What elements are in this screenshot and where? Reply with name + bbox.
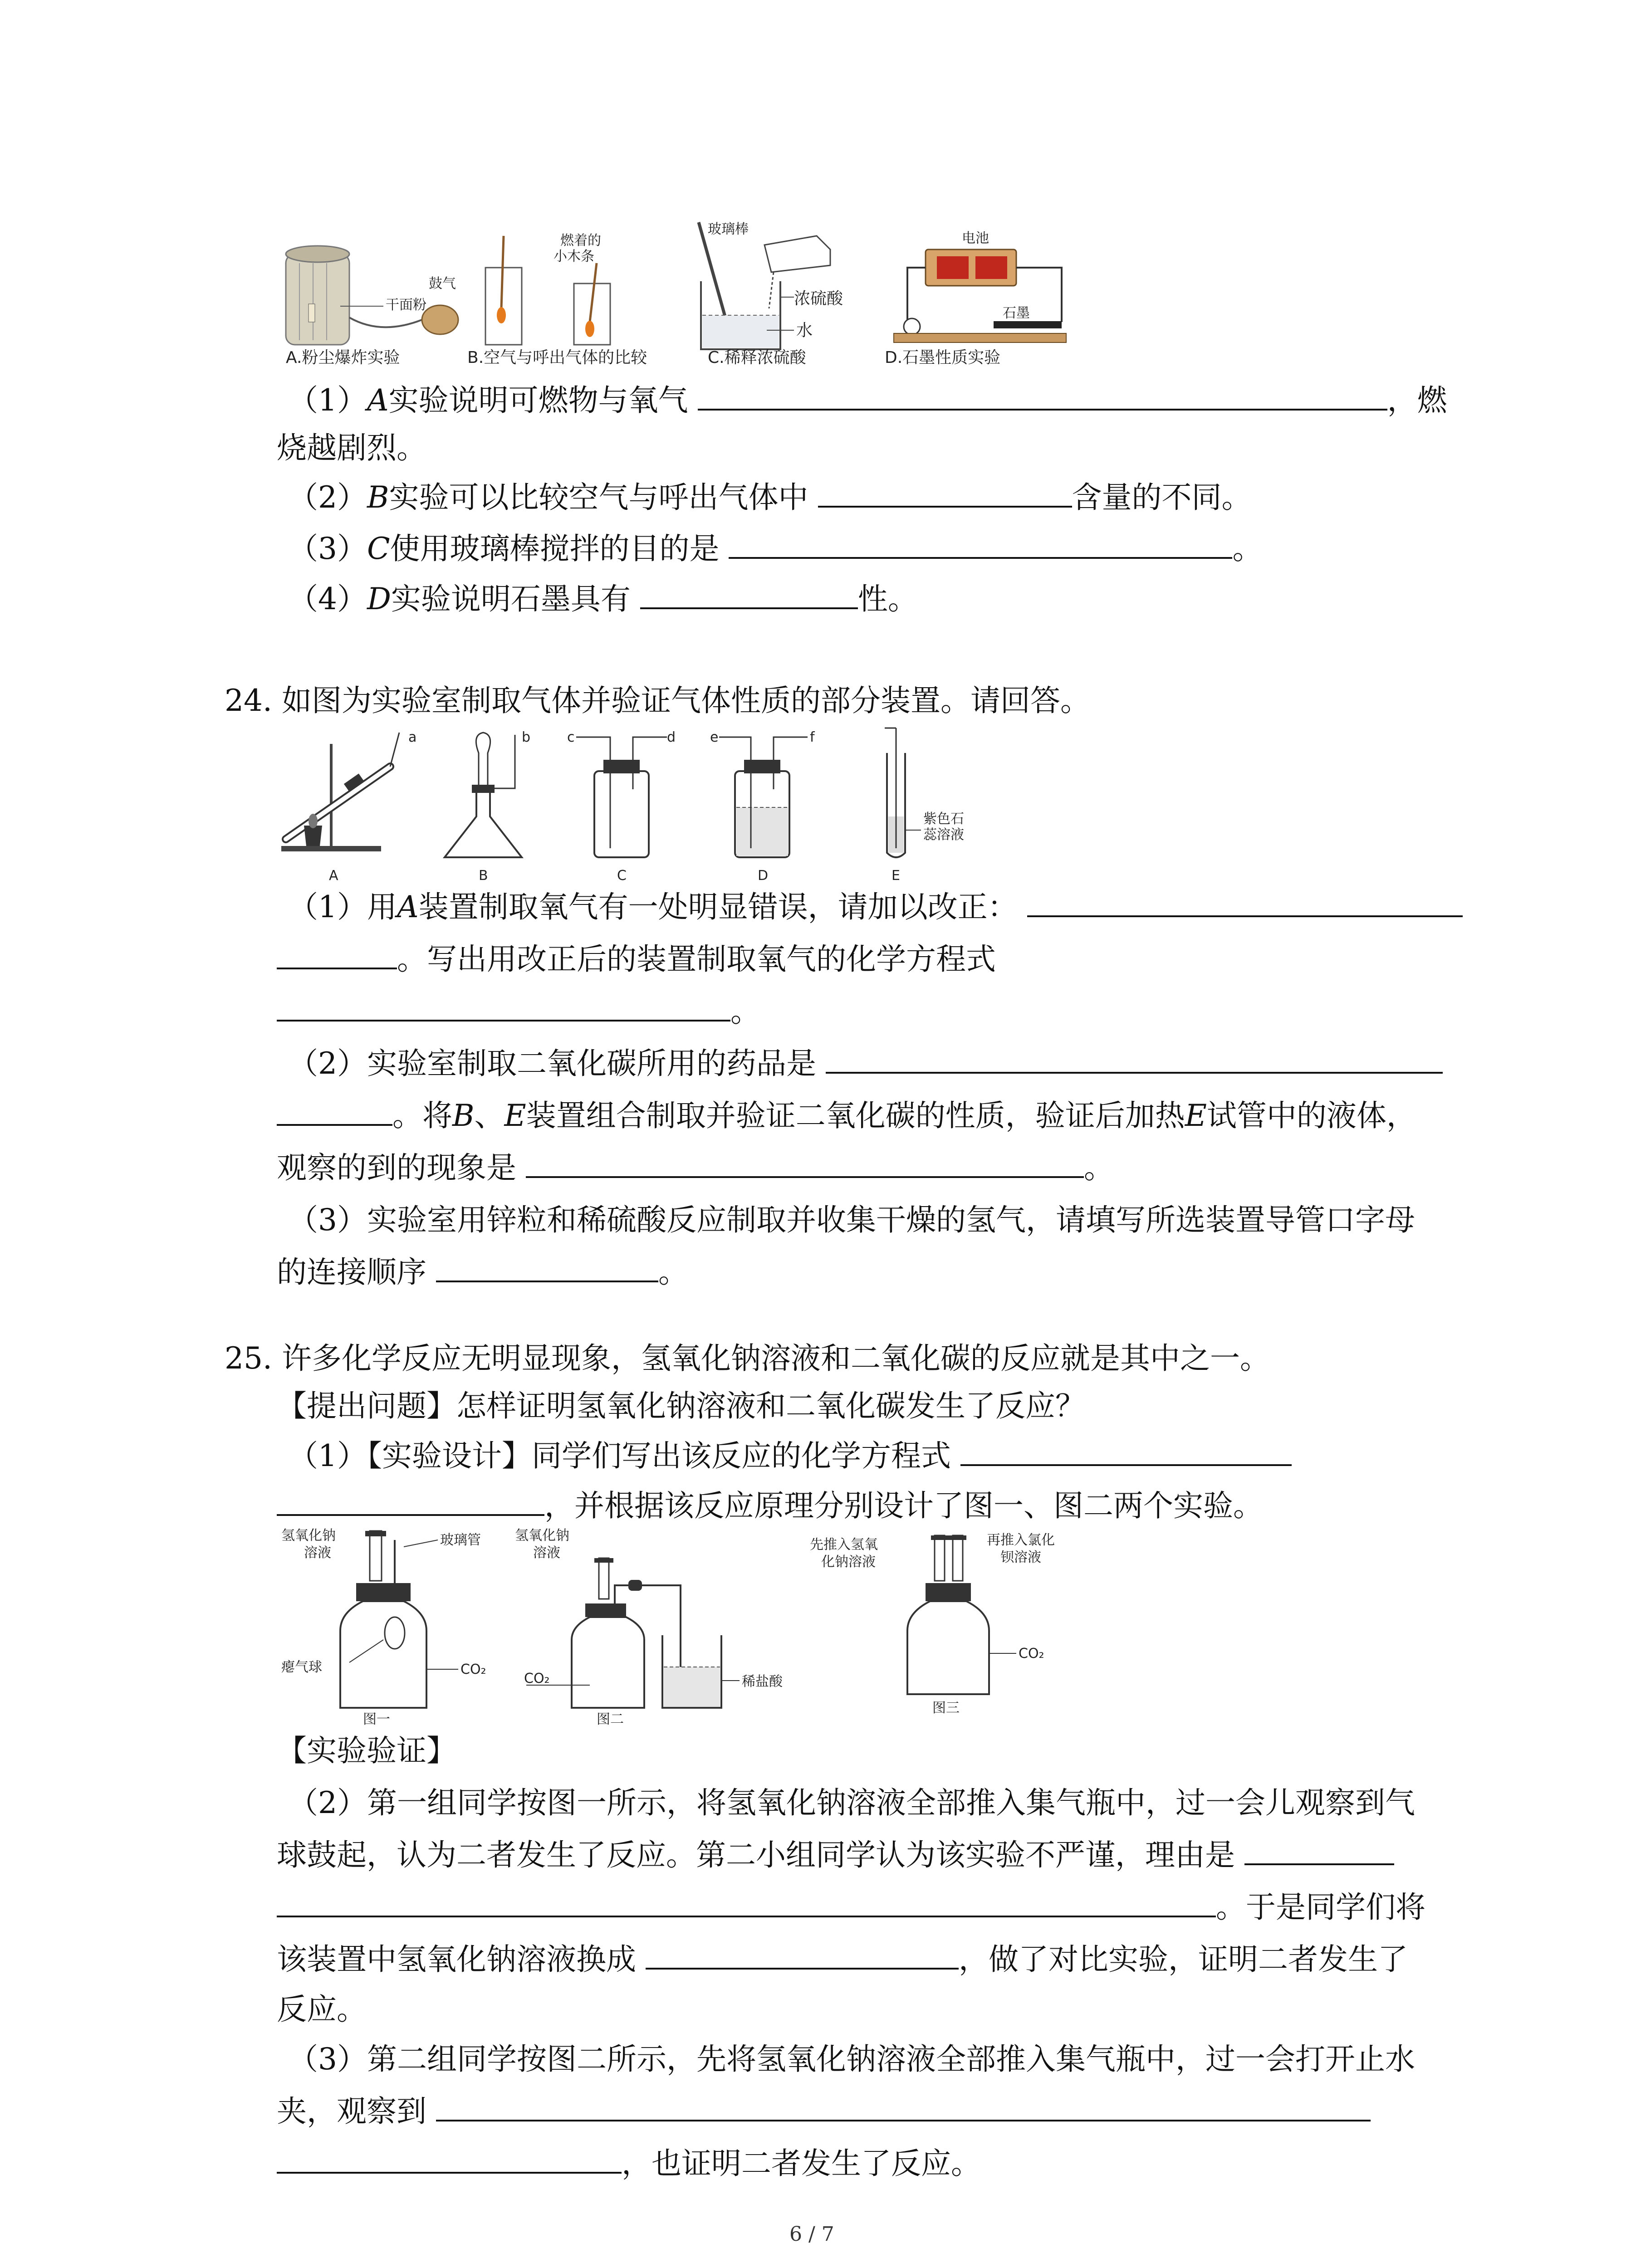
q25-part1-line1: （1）【实验设计】同学们写出该反应的化学方程式 [288,1436,1292,1476]
label-E: E [892,868,900,884]
fig-d-battery-label: 电池 [962,230,989,246]
fig-c-acid-label: 浓硫酸 [794,289,843,308]
page-number: 6 / 7 [789,2223,834,2246]
q24-part3-line1: （3）实验室用锌粒和稀硫酸反应制取并收集干燥的氢气，请填写所选装置导管口字母 [288,1202,1415,1237]
fig-a-flour-label: 干面粉 [386,297,426,313]
f1-tube-label: 玻璃管 [440,1532,481,1548]
q25-part2-line2: 球鼓起，认为二者发生了反应。第二小组同学认为该实验不严谨，理由是 [277,1835,1394,1876]
q25-p3-observe-blank[interactable] [436,2092,1371,2121]
fig-c-caption: C.稀释浓硫酸 [708,348,806,367]
q23-part3: （3）C使用玻璃棒搅拌的目的是 。 [288,528,1262,569]
q24-part2-line2: 。将B、E装置组合制取并验证二氧化碳的性质，验证后加热E试管中的液体， [277,1095,1416,1136]
q25-figure-row [272,1522,1134,1726]
q25-part3-line2: 夹，观察到 [277,2091,1371,2132]
fig-c-water-label: 水 [796,321,813,340]
q24-p2-reagents-blank-cont[interactable] [277,1097,392,1126]
q24-apparatus-figure [277,726,1025,889]
q23-part1-line2: 烧越剧烈。 [277,430,426,465]
q23-p2-answer-blank[interactable] [818,479,1072,508]
q24-part1-line1: （1）用A装置制取氧气有一处明显错误，请加以改正： [288,887,1463,928]
fig-d-caption: D.石墨性质实验 [885,348,1001,367]
f2-hcl-label: 稀盐酸 [742,1674,783,1690]
q24-part1-line3: 。 [277,991,760,1032]
q23-figure-row [272,218,1089,381]
q23-part2: （2）B实验可以比较空气与呼出气体中 含量的不同。 [288,477,1252,518]
fig-a-dust-explosion [286,246,458,367]
q24-p3-order-blank[interactable] [436,1253,658,1282]
label-b-port: b [522,729,531,745]
label-B: B [479,868,488,884]
apparatus-a [281,729,416,884]
apparatus-d [710,729,815,884]
f2-naoh-label-1: 氢氧化钠 [515,1528,569,1544]
f3-first-label-1: 先推入氢氧 [810,1537,878,1553]
label-D: D [758,868,769,884]
q23-p4-answer-blank[interactable] [640,580,858,609]
q25-part1-line2: ，并根据该反应原理分别设计了图一、图二两个实验。 [277,1486,1263,1526]
figure-2 [515,1528,783,1726]
f3-then-label-1: 再推入氯化 [987,1532,1055,1548]
fig-a-caption: A.粉尘爆炸实验 [286,348,400,367]
fig-d-graphite-label: 石墨 [1003,305,1030,321]
f3-first-label-2: 化钠溶液 [821,1554,876,1570]
f3-caption: 图三 [932,1700,960,1716]
label-A: A [329,868,338,884]
label-d-port: d [667,729,676,745]
q24-p2-reagents-blank[interactable] [826,1045,1443,1074]
q25-p1-equation-blank[interactable] [960,1437,1292,1466]
f3-then-label-2: 钡溶液 [1000,1549,1041,1565]
f1-co2-label: CO₂ [460,1662,486,1677]
q25-part2-line4: 该装置中氢氧化钠溶液换成 ，做了对比实验，证明二者发生了 [277,1939,1408,1980]
label-a-port: a [408,729,417,745]
fig-b-air-compare [467,233,647,367]
q24-stem: 24. 如图为实验室制取气体并验证气体性质的部分装置。请回答。 [225,683,1090,718]
label-litmus-1: 紫色石 [923,811,964,827]
fig-c-rod-label: 玻璃棒 [708,221,749,237]
apparatus-e [885,728,964,884]
q25-problem: 【提出问题】怎样证明氢氧化钠溶液和二氧化碳发生了反应？ [277,1388,1085,1423]
label-c-port: c [567,729,575,745]
figure-1 [281,1528,486,1726]
fig-a-bulb-label: 鼓气 [429,276,456,292]
q25-p2-reason-blank[interactable] [1244,1836,1394,1865]
q24-p1-equation-blank[interactable] [277,992,730,1022]
fig-b-caption: B.空气与呼出气体的比较 [467,348,647,367]
f3-co2-label: CO₂ [1019,1646,1044,1662]
f1-balloon-label: 瘪气球 [281,1659,322,1675]
f2-naoh-label-2: 溶液 [533,1545,560,1561]
q25-p2-reason-blank-cont[interactable] [277,1888,1216,1917]
q24-p2-phenomenon-blank[interactable] [526,1149,1084,1178]
q24-part2-line3: 观察的到的现象是 。 [277,1148,1114,1188]
fig-c-dilute-acid [699,221,843,367]
q23-part1-line1: （1）A实验说明可燃物与氧气 ，燃 [288,380,1447,421]
apparatus-b [445,729,530,884]
q25-p3-observe-blank-cont[interactable] [277,2145,622,2174]
q24-p1-correction-blank-cont[interactable] [277,940,397,969]
f1-naoh-label-1: 氢氧化钠 [281,1528,336,1544]
q25-part2-line5: 反应。 [277,1992,367,2027]
label-litmus-2: 蕊溶液 [923,827,964,843]
q24-p1-correction-blank[interactable] [1027,888,1463,917]
f2-co2-label: CO₂ [524,1671,550,1686]
q24-part3-line2: 的连接顺序 。 [277,1252,688,1293]
q23-p3-answer-blank[interactable] [729,530,1232,559]
label-f-port: f [810,729,815,745]
q25-part3-line3: ，也证明二者发生了反应。 [277,2143,981,2184]
figure-3 [810,1532,1055,1716]
q25-p2-replace-blank[interactable] [646,1941,959,1970]
q23-p1-answer-blank[interactable] [698,381,1387,411]
q25-verify-heading: 【实验验证】 [277,1733,456,1768]
q25-stem: 25. 许多化学反应无明显现象，氢氧化钠溶液和二氧化碳的反应就是其中之一。 [225,1341,1270,1376]
label-C: C [617,868,627,884]
q25-part2-line1: （2）第一组同学按图一所示，将氢氧化钠溶液全部推入集气瓶中，过一会儿观察到气 [288,1785,1415,1820]
fig-b-stick-label: 燃着的 [560,233,601,249]
q23-part4: （4）D实验说明石墨具有 性。 [288,579,918,620]
q24-part1-line2: 。写出用改正后的装置制取氧气的化学方程式 [277,939,996,980]
f1-caption: 图一 [363,1711,390,1726]
label-e-port: e [710,729,719,745]
fig-b-stick-label-2: 小木条 [554,249,594,264]
fig-d-graphite [885,230,1066,367]
q25-part3-line1: （3）第二组同学按图二所示，先将氢氧化钠溶液全部推入集气瓶中，过一会打开止水 [288,2042,1415,2077]
f2-caption: 图二 [597,1711,624,1726]
q24-part2-line1: （2）实验室制取二氧化碳所用的药品是 [288,1043,1443,1084]
apparatus-c [567,729,676,884]
q25-part2-line3: 。于是同学们将 [277,1887,1425,1928]
f1-naoh-label-2: 溶液 [304,1545,331,1561]
q25-p1-equation-blank-cont[interactable] [277,1487,544,1516]
